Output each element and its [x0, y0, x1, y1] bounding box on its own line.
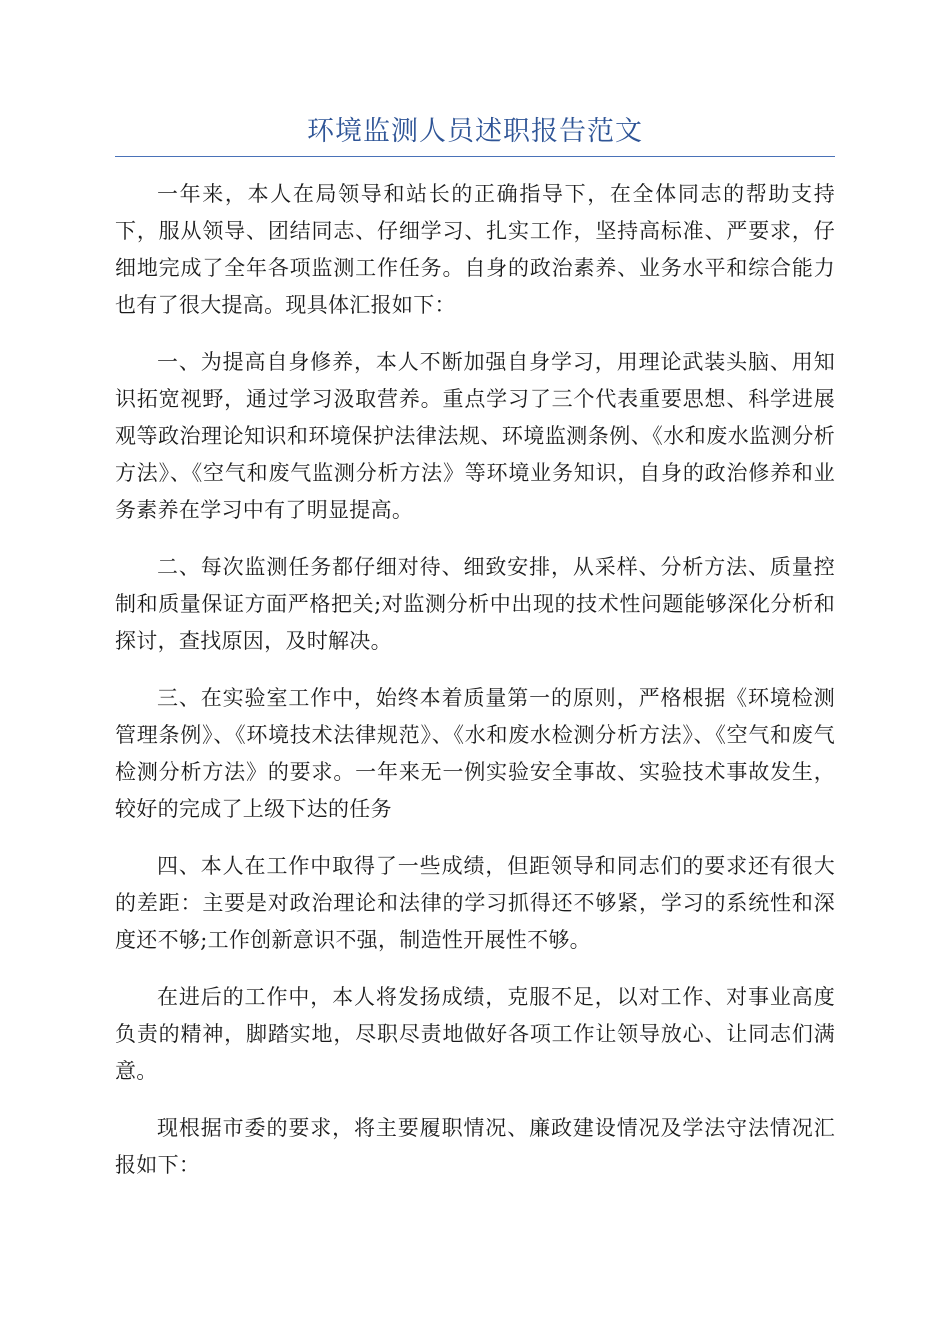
document-body: [115, 176, 835, 1204]
paragraph: 二、每次监测任务都仔细对待、细致安排，从采样、分析方法、质量控制和质量保证方面严格把关;对监测分析中出现的技术性问题能够深化分析和探讨，查找原因，及时解决。: [115, 555, 835, 653]
paragraph: 一年来，本人在局领导和站长的正确指导下，在全体同志的帮助支持下，服从领导、团结同志、仔细学习、扎实工作，坚持高标准、严要求，仔细地完成了全年各项监测工作任务。自身的政治素养、业务水平和综合能力也有了很大提高。现具体汇报如下：: [115, 182, 835, 317]
document-title: 环境监测人员述职报告范文: [307, 116, 643, 147]
paragraph: 一、为提高自身修养，本人不断加强自身学习，用理论武装头脑、用知识拓宽视野，通过学习汲取营养。重点学习了三个代表重要思想、科学进展观等政治理论知识和环境保护法律法规、环境监测条例、《水和废水监测分析方法》、《空气和废气监测分析方法》等环境业务知识，自身的政治修养和业务素养在学习中有了明显提高。: [115, 350, 835, 522]
title-area: [115, 112, 835, 157]
paragraph: 在进后的工作中，本人将发扬成绩，克服不足，以对工作、对事业高度负责的精神，脚踏实地，尽职尽责地做好各项工作让领导放心、让同志们满意。: [115, 985, 835, 1083]
paragraph: 三、在实验室工作中，始终本着质量第一的原则，严格根据《环境检测管理条例》、《环境技术法律规范》、《水和废水检测分析方法》、《空气和废气检测分析方法》的要求。一年来无一例实验安全事故、实验技术事故发生，较好的完成了上级下达的任务: [115, 686, 835, 821]
paragraph: 现根据市委的要求，将主要履职情况、廉政建设情况及学法守法情况汇报如下：: [115, 1116, 835, 1177]
paragraph: 四、本人在工作中取得了一些成绩，但距领导和同志们的要求还有很大的差距：主要是对政治理论和法律的学习抓得还不够紧，学习的系统性和深度还不够;工作创新意识不强，制造性开展性不够。: [115, 854, 835, 952]
